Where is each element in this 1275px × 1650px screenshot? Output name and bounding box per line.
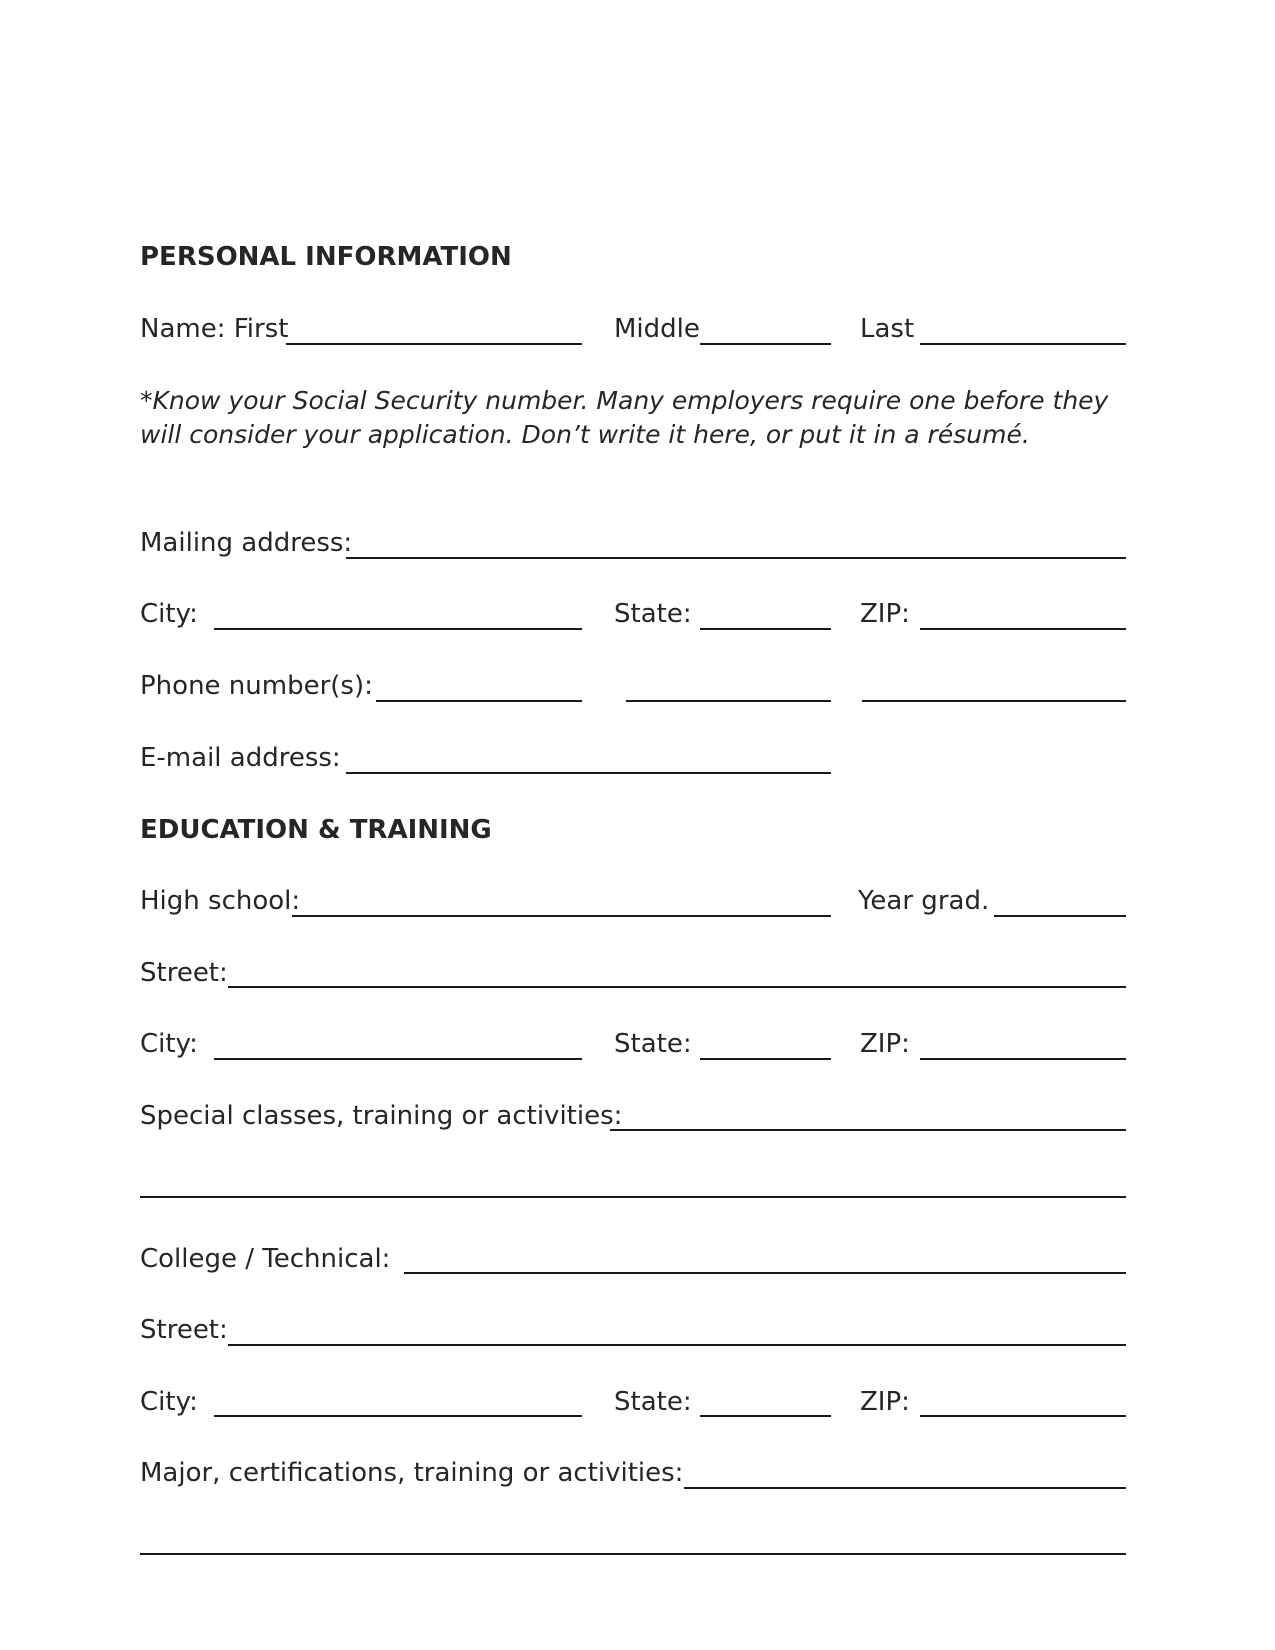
city-field[interactable]	[214, 628, 582, 630]
hs-state-label: State:	[614, 1029, 692, 1059]
phone-field-1[interactable]	[376, 700, 582, 702]
special-classes-field-line2[interactable]	[140, 1196, 1126, 1198]
college-street-label: Street:	[140, 1315, 228, 1345]
hs-street-label: Street:	[140, 958, 228, 988]
phone-field-2[interactable]	[626, 700, 831, 702]
hs-state-field[interactable]	[700, 1058, 831, 1060]
phone-field-3[interactable]	[862, 700, 1126, 702]
hs-street-field[interactable]	[228, 986, 1126, 988]
personal-information-heading: PERSONAL INFORMATION	[140, 242, 512, 272]
hs-zip-label: ZIP:	[860, 1029, 910, 1059]
high-school-field[interactable]	[292, 915, 831, 917]
hs-city-field[interactable]	[214, 1058, 582, 1060]
state-label: State:	[614, 599, 692, 629]
college-zip-field[interactable]	[920, 1415, 1126, 1417]
state-field[interactable]	[700, 628, 831, 630]
year-grad-label: Year grad.	[858, 886, 990, 916]
major-certifications-field-line2[interactable]	[140, 1553, 1126, 1555]
college-city-label: City:	[140, 1387, 198, 1417]
zip-field[interactable]	[920, 628, 1126, 630]
zip-label: ZIP:	[860, 599, 910, 629]
major-certifications-label: Major, certifications, training or activities:	[140, 1458, 684, 1488]
mailing-address-label: Mailing address:	[140, 528, 353, 558]
city-label: City:	[140, 599, 198, 629]
college-city-field[interactable]	[214, 1415, 582, 1417]
ssn-note-line1: *Know your Social Security number. Many employers require one before they	[140, 386, 1109, 415]
college-state-label: State:	[614, 1387, 692, 1417]
ssn-note-line2: will consider your application. Don’t write it here, or put it in a résumé.	[140, 420, 1030, 449]
hs-city-label: City:	[140, 1029, 198, 1059]
middle-name-field[interactable]	[700, 343, 831, 345]
last-name-label: Last	[860, 314, 915, 344]
college-zip-label: ZIP:	[860, 1387, 910, 1417]
college-technical-label: College / Technical:	[140, 1244, 391, 1274]
education-training-heading: EDUCATION & TRAINING	[140, 815, 492, 845]
major-certifications-field[interactable]	[684, 1487, 1126, 1489]
email-label: E-mail address:	[140, 743, 341, 773]
first-name-field[interactable]	[286, 343, 582, 345]
special-classes-label: Special classes, training or activities:	[140, 1101, 623, 1131]
mailing-address-field[interactable]	[346, 557, 1126, 559]
phone-label: Phone number(s):	[140, 671, 373, 701]
middle-name-label: Middle	[614, 314, 700, 344]
college-technical-field[interactable]	[404, 1272, 1126, 1274]
special-classes-field[interactable]	[610, 1129, 1126, 1131]
high-school-label: High school:	[140, 886, 301, 916]
year-grad-field[interactable]	[994, 915, 1126, 917]
hs-zip-field[interactable]	[920, 1058, 1126, 1060]
first-name-label: Name: First	[140, 314, 289, 344]
email-field[interactable]	[346, 772, 831, 774]
last-name-field[interactable]	[920, 343, 1126, 345]
college-state-field[interactable]	[700, 1415, 831, 1417]
college-street-field[interactable]	[228, 1344, 1126, 1346]
